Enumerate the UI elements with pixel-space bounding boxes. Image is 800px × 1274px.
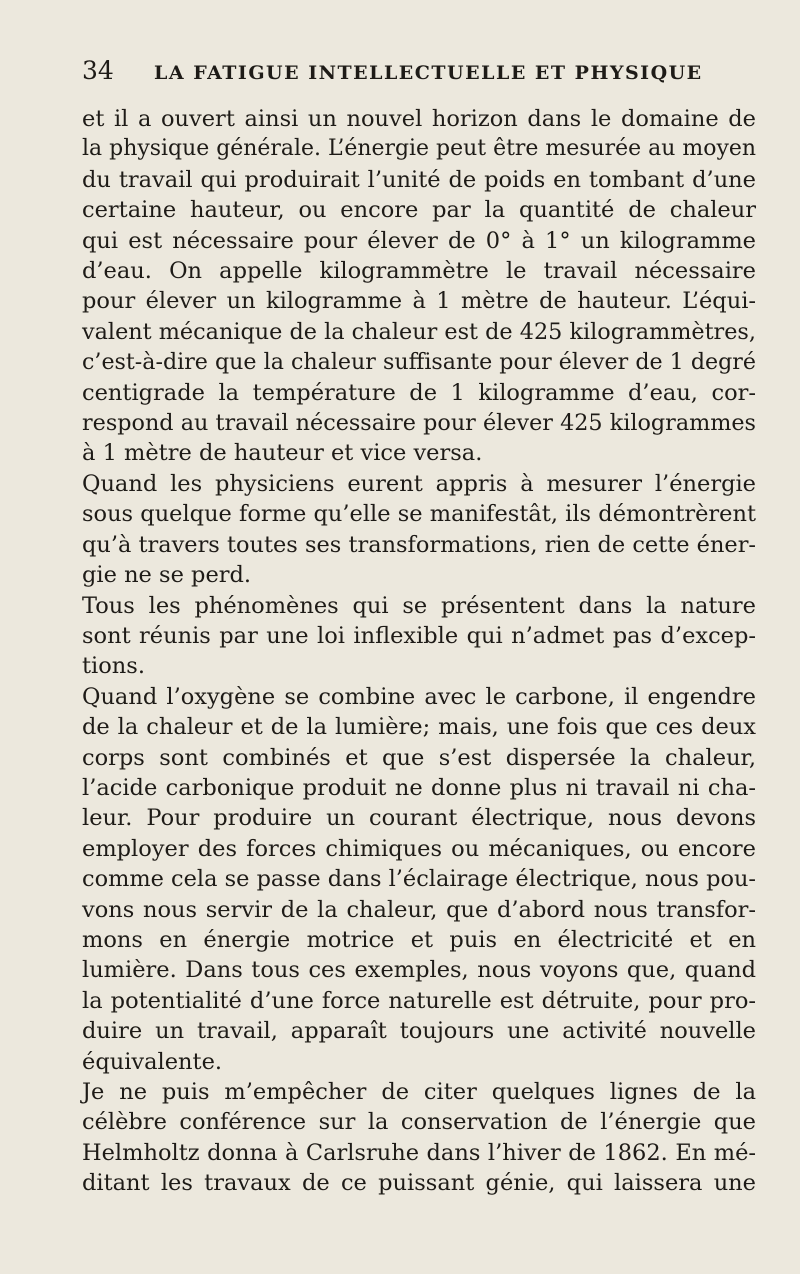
text-line: Quand les physiciens eurent appris à mesurer l’énergie bbox=[82, 470, 756, 497]
text-line: employer des forces chimiques ou mécaniques, ou encore bbox=[82, 835, 756, 862]
text-line: qu’à travers toutes ses transformations, rien de cette éner- bbox=[82, 531, 756, 558]
text-line: vons nous servir de la chaleur, que d’abord nous transfor- bbox=[82, 896, 756, 923]
text-line: Je ne puis m’empêcher de citer quelques lignes de la bbox=[82, 1079, 756, 1105]
text-line: et il a ouvert ainsi un nouvel horizon dans le domaine de bbox=[82, 106, 756, 132]
text-line: l’acide carbonique produit ne donne plus ni travail ni cha- bbox=[82, 774, 756, 801]
text-line: célèbre conférence sur la conservation de l’énergie que bbox=[82, 1109, 756, 1136]
text-line: mons en énergie motrice et puis en électricité et en bbox=[82, 926, 756, 953]
text-line: c’est-à-dire que la chaleur suffisante pour élever de 1 degré bbox=[82, 349, 756, 376]
text-line: sont réunis par une loi inflexible qui n’admet pas d’excep- bbox=[82, 622, 756, 649]
text-line: comme cela se passe dans l’éclairage électrique, nous pou- bbox=[82, 866, 756, 893]
text-line: qui est nécessaire pour élever de 0° à 1° un kilogramme bbox=[82, 227, 756, 254]
page-header bbox=[82, 56, 756, 96]
text-line: tions. bbox=[82, 653, 145, 680]
text-line: leur. Pour produire un courant électrique, nous devons bbox=[82, 805, 756, 832]
text-line: lumière. Dans tous ces exemples, nous voyons que, quand bbox=[82, 957, 756, 984]
page-number: 34 bbox=[82, 56, 114, 85]
text-line: à 1 mètre de hauteur et vice versa. bbox=[82, 440, 483, 467]
text-line: certaine hauteur, ou encore par la quantité de chaleur bbox=[82, 197, 756, 224]
text-line: équivalente. bbox=[82, 1048, 223, 1075]
text-line: Tous les phénomènes qui se présentent dans la nature bbox=[82, 592, 756, 619]
text-line: corps sont combinés et que s’est dispersée la chaleur, bbox=[82, 744, 756, 771]
running-title: LA FATIGUE INTELLECTUELLE ET PHYSIQUE bbox=[154, 62, 703, 84]
text-line: centigrade la température de 1 kilogramme d’eau, cor- bbox=[82, 379, 756, 406]
text-line: d’eau. On appelle kilogrammètre le travail nécessaire bbox=[82, 258, 756, 285]
text-line: sous quelque forme qu’elle se manifestât, ils démontrèrent bbox=[82, 501, 756, 528]
text-line: Helmholtz donna à Carlsruhe dans l’hiver de 1862. En mé- bbox=[82, 1139, 756, 1166]
text-line: gie ne se perd. bbox=[82, 562, 252, 589]
body-text bbox=[82, 104, 756, 1199]
text-line: du travail qui produirait l’unité de poids en tombant d’une bbox=[82, 166, 756, 193]
text-line: Quand l’oxygène se combine avec le carbone, il engendre bbox=[82, 683, 756, 710]
text-line: pour élever un kilogramme à 1 mètre de hauteur. L’équi- bbox=[82, 288, 756, 315]
text-line: respond au travail nécessaire pour élever 425 kilogrammes bbox=[82, 410, 756, 437]
text-line: la physique générale. L’énergie peut être mesurée au moyen bbox=[82, 136, 756, 162]
text-line: la potentialité d’une force naturelle est détruite, pour pro- bbox=[82, 987, 756, 1014]
text-line: duire un travail, apparaît toujours une activité nouvelle bbox=[82, 1018, 756, 1045]
text-line: valent mécanique de la chaleur est de 425 kilogrammètres, bbox=[82, 318, 756, 345]
text-line: ditant les travaux de ce puissant génie, qui laissera une bbox=[82, 1170, 756, 1197]
text-line: de la chaleur et de la lumière; mais, une fois que ces deux bbox=[82, 714, 756, 741]
